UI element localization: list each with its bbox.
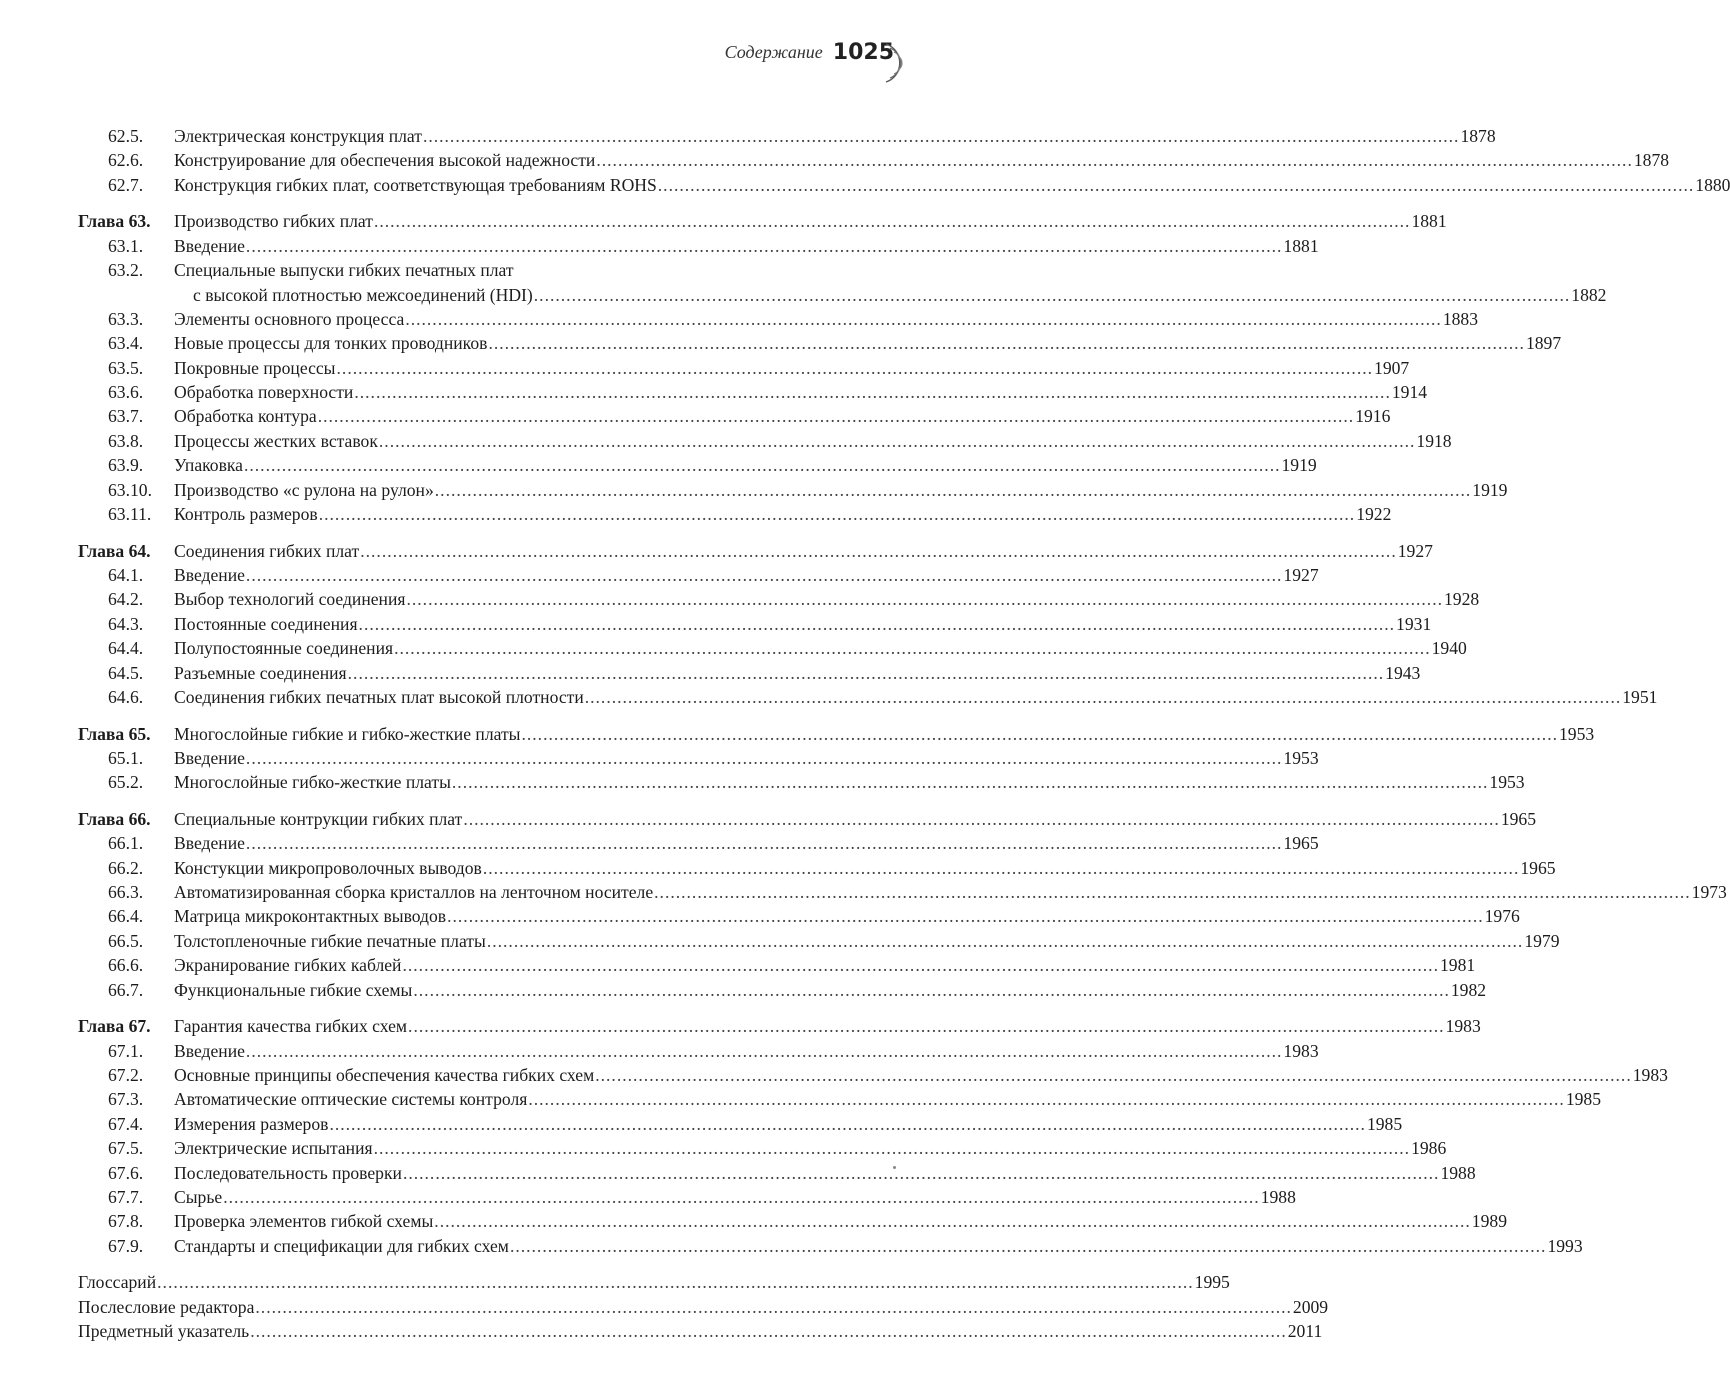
section-page: 1919 bbox=[1472, 479, 1508, 500]
chapter-entry bbox=[78, 540, 1433, 565]
dot-leader bbox=[348, 663, 1385, 684]
chapter-number bbox=[78, 1016, 174, 1037]
back-matter-title: Послесловие редактора bbox=[78, 1296, 255, 1317]
section-page: 1993 bbox=[1547, 1235, 1583, 1256]
section-number: 63.4. bbox=[108, 333, 144, 354]
section-title: Измерения размеров bbox=[174, 1113, 329, 1134]
section-title: Новые процессы для тонких проводников bbox=[174, 333, 488, 354]
dot-leader bbox=[318, 406, 1355, 427]
dot-leader bbox=[250, 1321, 1287, 1342]
header-title: Содержание bbox=[724, 42, 823, 62]
dot-leader bbox=[374, 1138, 1411, 1159]
section-page: 1881 bbox=[1283, 235, 1319, 256]
section-entry bbox=[78, 430, 1452, 455]
section-page: 1922 bbox=[1356, 504, 1392, 525]
page-number-arcs-icon bbox=[882, 38, 918, 88]
section-title: Последовательность проверки bbox=[174, 1162, 402, 1183]
section-entry bbox=[78, 1065, 1668, 1089]
dot-leader bbox=[434, 1211, 1471, 1232]
section-page: 1988 bbox=[1260, 1186, 1296, 1207]
section-number: 64.1. bbox=[108, 565, 144, 586]
section-page: 1907 bbox=[1374, 357, 1410, 378]
section-number: 66.1. bbox=[108, 833, 144, 854]
chapter-title: Специальные контрукции гибких плат bbox=[174, 808, 463, 829]
back-matter-page: 2009 bbox=[1292, 1296, 1329, 1317]
section-number: 66.3. bbox=[108, 882, 144, 903]
back-matter-entry bbox=[78, 1272, 1230, 1296]
chapter-entry bbox=[78, 808, 1536, 833]
section-entry bbox=[78, 1235, 1583, 1260]
section-title: Процессы жестких вставок bbox=[174, 430, 378, 451]
dot-leader bbox=[528, 1089, 1565, 1110]
section-number: 63.3. bbox=[108, 308, 144, 329]
section-entry bbox=[78, 613, 1432, 638]
section-number: 67.2. bbox=[108, 1065, 144, 1085]
dot-leader bbox=[379, 431, 1416, 452]
section-number: 63.5. bbox=[108, 357, 144, 378]
dot-leader bbox=[337, 358, 1374, 379]
section-title: Специальные выпуски гибких печатных плат bbox=[174, 260, 514, 281]
section-entry bbox=[78, 686, 1658, 711]
section-entry bbox=[78, 1162, 1476, 1187]
chapter-title: Производство гибких плат bbox=[174, 211, 373, 232]
chapter-page: 1927 bbox=[1397, 540, 1433, 561]
dot-leader bbox=[452, 772, 1489, 793]
section-entry bbox=[78, 1040, 1319, 1065]
dot-leader bbox=[408, 1016, 1445, 1037]
dot-leader bbox=[157, 1272, 1194, 1293]
section-page: 1943 bbox=[1385, 662, 1421, 683]
section-number: 67.1. bbox=[108, 1040, 144, 1061]
dot-leader bbox=[595, 1065, 1632, 1086]
dot-leader bbox=[359, 614, 1396, 635]
section-page: 1916 bbox=[1355, 406, 1391, 427]
section-number: 62.7. bbox=[108, 174, 144, 195]
section-entry bbox=[78, 772, 1525, 796]
chapter-number bbox=[78, 541, 174, 562]
section-entry bbox=[78, 504, 1392, 528]
section-number: 63.8. bbox=[108, 430, 144, 451]
section-page: 1986 bbox=[1411, 1138, 1447, 1159]
section-number: 63.9. bbox=[108, 455, 144, 476]
dot-leader bbox=[246, 565, 1283, 586]
section-entry bbox=[78, 357, 1410, 382]
section-title: Обработка контура bbox=[174, 406, 317, 427]
section-page: 1883 bbox=[1442, 308, 1478, 329]
section-page: 1919 bbox=[1281, 455, 1317, 476]
section-page: 1988 bbox=[1440, 1162, 1476, 1183]
section-page: 1965 bbox=[1283, 833, 1319, 854]
section-entry bbox=[78, 638, 1467, 662]
section-entry bbox=[78, 1186, 1296, 1211]
section-title: Конструкция гибких плат, соответствующая требованиям ROHS bbox=[174, 174, 657, 195]
section-page: 1981 bbox=[1439, 955, 1476, 976]
section-entry bbox=[78, 565, 1319, 589]
chapter-entry bbox=[78, 1016, 1481, 1040]
dot-leader bbox=[319, 504, 1356, 525]
section-entry bbox=[78, 1211, 1507, 1235]
section-title: Стандарты и спецификации для гибких схем bbox=[174, 1235, 509, 1256]
section-entry bbox=[78, 747, 1319, 772]
group-gap bbox=[78, 1260, 868, 1272]
chapter-label: Глава 63. bbox=[78, 211, 151, 232]
section-title: Экранирование гибких каблей bbox=[174, 955, 402, 976]
group-gap bbox=[78, 199, 868, 211]
chapter-title: Соединения гибких плат bbox=[174, 540, 360, 561]
group-gap bbox=[78, 797, 868, 809]
back-matter-title: Глоссарий bbox=[78, 1272, 157, 1293]
dot-leader bbox=[223, 1187, 1260, 1208]
section-number: 64.2. bbox=[108, 589, 144, 610]
section-entry bbox=[78, 479, 1508, 504]
section-title: Многослойные гибко-жесткие платы bbox=[174, 772, 451, 793]
chapter-page: 1953 bbox=[1558, 723, 1595, 744]
chapter-page: 1965 bbox=[1500, 808, 1536, 829]
section-entry bbox=[78, 857, 1556, 882]
dot-leader bbox=[246, 748, 1283, 769]
dot-leader bbox=[654, 882, 1691, 903]
section-number: 67.4. bbox=[108, 1113, 144, 1134]
dot-leader bbox=[413, 980, 1450, 1001]
section-title: Выбор технологий соединения bbox=[174, 589, 406, 610]
section-number: 67.3. bbox=[108, 1089, 144, 1110]
back-matter-entry bbox=[78, 1321, 1323, 1345]
dot-leader bbox=[374, 211, 1411, 232]
section-title: Функциональные гибкие схемы bbox=[174, 979, 413, 1000]
section-number: 62.5. bbox=[108, 126, 144, 146]
dot-leader bbox=[435, 480, 1472, 501]
section-page: 1880 bbox=[1695, 174, 1730, 195]
section-page: 1928 bbox=[1443, 589, 1480, 610]
chapter-label: Глава 67. bbox=[78, 1016, 151, 1037]
section-page: 1951 bbox=[1622, 686, 1658, 707]
dot-leader bbox=[510, 1236, 1547, 1257]
section-title: Соединения гибких печатных плат высокой плотности bbox=[174, 686, 584, 707]
section-title: Сырье bbox=[174, 1186, 223, 1207]
section-title: Разъемные соединения bbox=[174, 662, 347, 683]
section-page: 1976 bbox=[1484, 906, 1520, 927]
section-title: Конструирование для обеспечения высокой надежности bbox=[174, 150, 596, 171]
dot-leader bbox=[488, 333, 1525, 354]
section-number: 65.1. bbox=[108, 747, 144, 768]
section-number: 67.6. bbox=[108, 1162, 144, 1183]
dot-leader bbox=[483, 858, 1520, 879]
dot-leader bbox=[246, 236, 1283, 257]
dot-leader bbox=[423, 126, 1460, 147]
section-number: 65.2. bbox=[108, 772, 144, 793]
section-number: 67.9. bbox=[108, 1235, 144, 1256]
section-title: Матрица микроконтактных выводов bbox=[174, 906, 447, 927]
section-number: 62.6. bbox=[108, 150, 144, 171]
section-page: 1940 bbox=[1431, 638, 1467, 659]
section-entry bbox=[78, 382, 1428, 406]
chapter-number bbox=[78, 809, 174, 830]
section-title: Элементы основного процесса bbox=[174, 308, 405, 329]
section-number: 67.5. bbox=[108, 1138, 144, 1159]
section-number: 67.8. bbox=[108, 1211, 144, 1232]
section-number: 63.6. bbox=[108, 382, 144, 403]
section-title: Полупостоянные соединения bbox=[174, 638, 394, 659]
section-entry bbox=[78, 833, 1319, 857]
section-page: 1985 bbox=[1565, 1089, 1602, 1110]
section-entry bbox=[78, 406, 1391, 430]
section-entry bbox=[78, 906, 1520, 930]
dot-leader bbox=[596, 150, 1633, 171]
section-entry-continued bbox=[78, 284, 1607, 309]
section-page: 1953 bbox=[1489, 772, 1525, 793]
chapter-entry bbox=[78, 211, 1447, 235]
dot-leader bbox=[585, 687, 1622, 708]
section-title: Введение bbox=[174, 747, 245, 768]
section-page: 1983 bbox=[1283, 1040, 1319, 1061]
table-of-contents bbox=[78, 126, 1730, 1345]
dot-leader bbox=[405, 309, 1442, 330]
dot-leader bbox=[360, 541, 1397, 562]
section-number: 66.6. bbox=[108, 955, 144, 976]
chapter-page: 1983 bbox=[1445, 1016, 1481, 1037]
section-title: Упаковка bbox=[174, 455, 243, 476]
dot-leader bbox=[534, 285, 1571, 306]
dot-leader bbox=[447, 906, 1484, 927]
section-number: 64.6. bbox=[108, 686, 144, 707]
chapter-label: Глава 65. bbox=[78, 723, 151, 744]
section-page: 1965 bbox=[1520, 857, 1556, 878]
section-entry bbox=[78, 589, 1480, 613]
back-matter-entry bbox=[78, 1296, 1329, 1321]
section-entry bbox=[78, 955, 1476, 979]
back-matter-title: Предметный указатель bbox=[78, 1321, 250, 1342]
section-title: Автоматизированная сборка кристаллов на ленточном носителе bbox=[174, 882, 654, 903]
section-entry bbox=[78, 979, 1487, 1004]
group-gap bbox=[78, 711, 868, 723]
section-entry bbox=[78, 455, 1317, 479]
section-number: 64.4. bbox=[108, 638, 144, 659]
group-gap bbox=[78, 1004, 868, 1016]
chapter-title: Многослойные гибкие и гибко-жесткие платы bbox=[174, 723, 521, 744]
section-page: 1973 bbox=[1691, 882, 1727, 903]
chapter-entry bbox=[78, 723, 1595, 748]
section-entry bbox=[78, 126, 1496, 150]
section-page: 1927 bbox=[1283, 565, 1319, 586]
chapter-title: Гарантия качества гибких схем bbox=[174, 1016, 408, 1037]
chapter-number bbox=[78, 724, 174, 745]
section-page: 1982 bbox=[1450, 979, 1487, 1000]
section-title: Контроль размеров bbox=[174, 504, 318, 525]
section-page: 1985 bbox=[1366, 1113, 1403, 1134]
section-page: 1878 bbox=[1633, 150, 1670, 171]
section-page: 1983 bbox=[1632, 1065, 1668, 1085]
section-page: 1897 bbox=[1525, 333, 1562, 354]
section-entry bbox=[78, 1089, 1602, 1113]
dot-leader bbox=[354, 382, 1391, 403]
dot-leader bbox=[402, 955, 1439, 976]
section-title: Электрические испытания bbox=[174, 1138, 373, 1159]
chapter-label: Глава 66. bbox=[78, 808, 151, 829]
dot-leader bbox=[246, 833, 1283, 854]
section-title: Введение bbox=[174, 565, 245, 586]
back-matter-page: 2011 bbox=[1287, 1321, 1323, 1342]
dot-leader bbox=[487, 931, 1524, 952]
section-number: 67.7. bbox=[108, 1186, 144, 1207]
section-page: 1878 bbox=[1460, 126, 1496, 146]
section-number: 63.11. bbox=[108, 504, 152, 525]
section-page: 1953 bbox=[1283, 747, 1319, 768]
group-gap bbox=[78, 528, 868, 540]
scan-speck bbox=[893, 1166, 896, 1169]
section-number: 66.5. bbox=[108, 930, 144, 951]
section-number: 63.1. bbox=[108, 235, 144, 256]
section-number: 64.5. bbox=[108, 662, 144, 683]
section-title: Обработка поверхности bbox=[174, 382, 354, 403]
chapter-page: 1881 bbox=[1411, 211, 1447, 232]
section-title: Производство «с рулона на рулон» bbox=[174, 479, 434, 500]
section-entry bbox=[78, 150, 1670, 174]
section-entry bbox=[78, 308, 1478, 333]
section-title: Покровные процессы bbox=[174, 357, 336, 378]
section-title: Основные принципы обеспечения качества гибких схем bbox=[174, 1065, 595, 1085]
section-title: Постоянные соединения bbox=[174, 613, 358, 634]
section-number: 66.2. bbox=[108, 857, 144, 878]
section-number: 66.4. bbox=[108, 906, 144, 927]
dot-leader bbox=[246, 1041, 1283, 1062]
section-entry bbox=[78, 333, 1562, 357]
dot-leader bbox=[255, 1297, 1292, 1318]
dot-leader bbox=[403, 1163, 1440, 1184]
dot-leader bbox=[394, 638, 1431, 659]
dot-leader bbox=[406, 589, 1443, 610]
section-entry bbox=[78, 235, 1319, 260]
section-title: Введение bbox=[174, 1040, 245, 1061]
chapter-number bbox=[78, 211, 174, 232]
section-page: 1931 bbox=[1396, 613, 1432, 634]
section-number: 63.10. bbox=[108, 479, 152, 500]
section-number: 63.7. bbox=[108, 406, 144, 427]
section-page: 1989 bbox=[1471, 1211, 1507, 1232]
section-title: Введение bbox=[174, 833, 245, 854]
section-number: 63.2. bbox=[108, 260, 144, 281]
section-page: 1914 bbox=[1391, 382, 1428, 403]
section-number: 64.3. bbox=[108, 613, 144, 634]
section-title: Констукции микропроволочных выводов bbox=[174, 857, 482, 878]
back-matter-page: 1995 bbox=[1194, 1272, 1230, 1293]
dot-leader bbox=[329, 1114, 1366, 1135]
running-header bbox=[725, 40, 894, 65]
section-title: Проверка элементов гибкой схемы bbox=[174, 1211, 434, 1232]
section-page: 1979 bbox=[1524, 930, 1560, 951]
section-entry bbox=[78, 1113, 1403, 1138]
dot-leader bbox=[658, 175, 1695, 196]
section-page: 1918 bbox=[1416, 430, 1452, 451]
section-entry bbox=[78, 882, 1727, 906]
section-title: Толстопленочные гибкие печатные платы bbox=[174, 930, 486, 951]
section-entry bbox=[78, 260, 868, 284]
section-entry bbox=[78, 930, 1560, 955]
section-entry bbox=[78, 1138, 1447, 1162]
section-entry bbox=[78, 174, 1730, 199]
dot-leader bbox=[244, 455, 1281, 476]
section-title-continued: с высокой плотностью межсоединений (HDI) bbox=[193, 284, 533, 305]
section-title: Электрическая конструкция плат bbox=[174, 126, 422, 146]
dot-leader bbox=[521, 724, 1558, 745]
page-number: 1025 bbox=[832, 40, 894, 65]
section-title: Введение bbox=[174, 235, 245, 256]
dot-leader bbox=[463, 809, 1500, 830]
section-page: 1882 bbox=[1571, 284, 1607, 305]
section-entry bbox=[78, 662, 1421, 687]
chapter-label: Глава 64. bbox=[78, 540, 151, 561]
section-title: Автоматические оптические системы контроля bbox=[174, 1089, 528, 1110]
section-number: 66.7. bbox=[108, 979, 144, 1000]
